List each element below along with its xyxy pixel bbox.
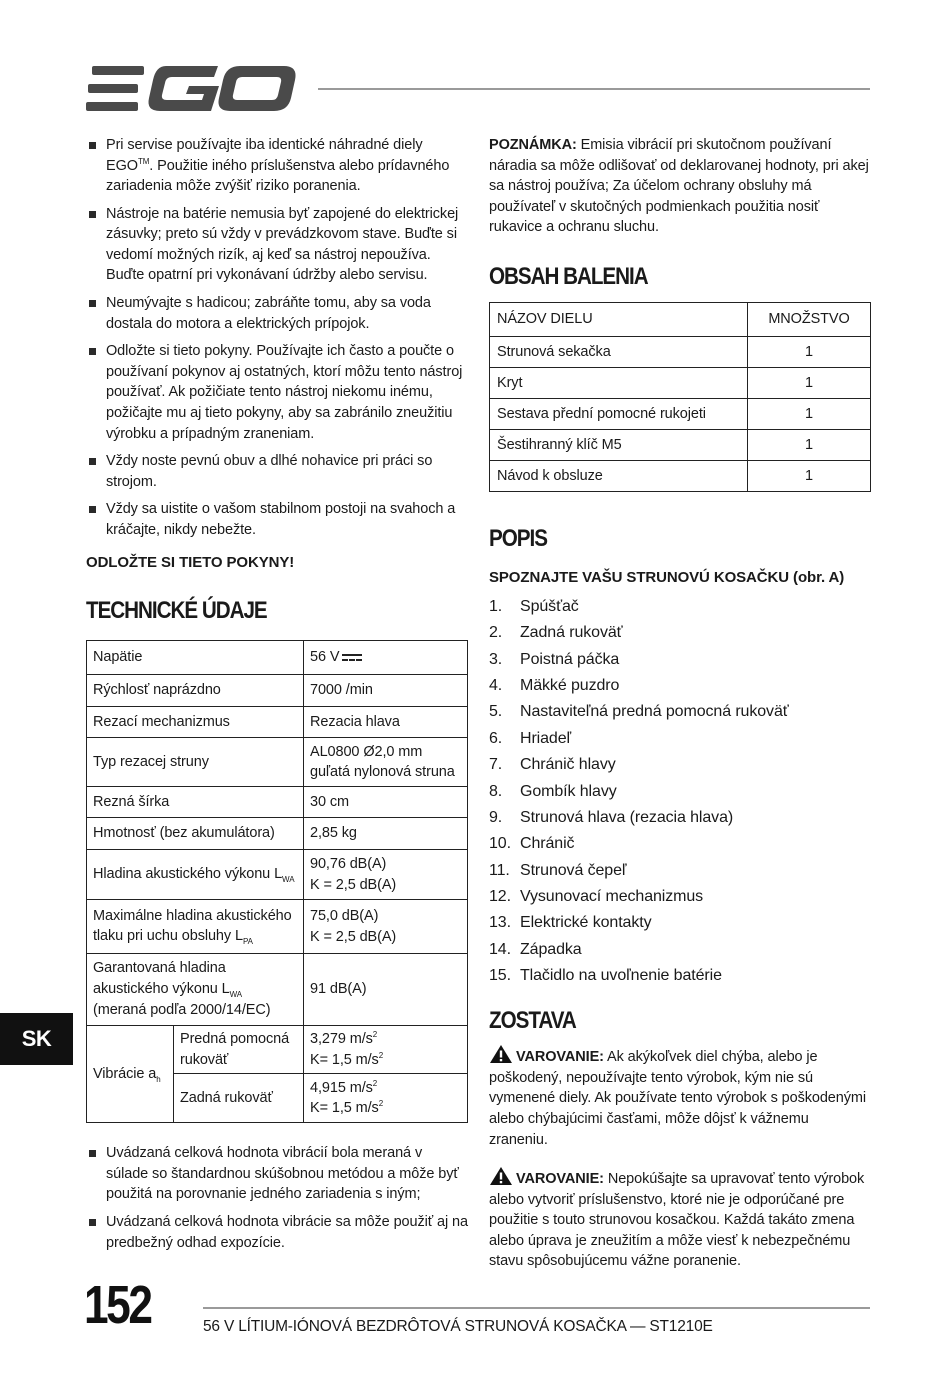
table-cell: Sestava přední pomocné rukojeti	[490, 399, 748, 430]
list-item: Odložte si tieto pokyny. Používajte ich často a poučte o používaní pokynov aj ostatných, ktorí môžu tento nástroj používať. Ak požičiate tento nástroj niekomu inému, požičajte mu aj tieto pokyny, aby sa zabránilo zneužitiu výrobku a prípadným zraneniam.	[86, 341, 468, 444]
assembly-title: ZOSTAVA	[489, 1006, 576, 1034]
right-column	[489, 135, 871, 1288]
footer-title: 56 V LÍTIUM-IÓNOVÁ BEZDRÔTOVÁ STRUNOVÁ KOSAČKA — ST1210E	[203, 1318, 713, 1335]
table-cell: Rezací mechanizmus	[87, 707, 304, 738]
list-item: Uvádzaná celková hodnota vibrácií bola meraná v súlade so štandardnou skúšobnou metódou a môže byť použitá na porovnanie jedného zariadenia s iným;	[86, 1143, 468, 1205]
table-cell: Predná pomocná rukoväť	[174, 1026, 304, 1074]
technical-data-title: TECHNICKÉ ÚDAJE	[86, 596, 267, 624]
table-cell: 1	[748, 430, 871, 461]
table-cell: Hladina akustického výkonu $L_{WA}$	[87, 850, 304, 900]
table-cell: 3,279 $m/s^2$ K= 1,5 $m/s^2$	[304, 1026, 468, 1074]
table-header-row	[490, 303, 871, 337]
know-your-trimmer-heading: SPOZNAJTE VAŠU STRUNOVÚ KOSAČKU (obr. A)	[489, 568, 845, 586]
table-cell: 2,85 kg	[304, 818, 468, 850]
list-item: Neumývajte s hadicou; zabráňte tomu, aby sa voda dostala do motora a elektrických prípojok.	[86, 293, 468, 334]
spec-table	[86, 640, 468, 1123]
list-item: 15. Tlačidlo na uvoľnenie batérie	[489, 967, 722, 985]
table-cell: Napätie	[87, 641, 304, 675]
table-cell: Garantovaná hladina akustického výkonu $L_{WA}$ (meraná podľa 2000/14/EC)	[87, 954, 304, 1026]
warning-triangle-icon	[489, 1044, 513, 1064]
table-cell: Rezná šírka	[87, 787, 304, 818]
table-cell: Kryt	[490, 368, 748, 399]
list-item: Vždy sa uistite o vašom stabilnom postoji na svahoch a kráčajte, nikdy nebežte.	[86, 499, 468, 540]
table-cell: AL0800 Ø2,0 mm guľatá nylonová struna	[304, 738, 468, 787]
list-item: 3. Poistná páčka	[489, 650, 620, 668]
table-row	[87, 954, 468, 1026]
safety-bullets	[86, 135, 468, 540]
list-item: 11. Strunová čepeľ	[489, 861, 627, 879]
table-header: NÁZOV DIELU	[490, 303, 748, 337]
table-cell: Zadná rukoväť	[174, 1074, 304, 1123]
vibration-bullets	[86, 1143, 468, 1253]
list-item: Uvádzaná celková hodnota vibrácie sa môže použiť aj na predbežný odhad expozície.	[86, 1212, 468, 1253]
package-table	[489, 302, 871, 492]
table-cell: 30 cm	[304, 787, 468, 818]
table-row	[87, 850, 468, 900]
list-item: Pri servise používajte iba identické náhradné diely EGO™. Použitie iného príslušenstva alebo prídavného zariadenia môže zvýšiť riziko poranenia.	[86, 135, 468, 197]
table-cell: Návod k obsluze	[490, 461, 748, 492]
table-cell: 91 dB(A)	[304, 954, 468, 1026]
warning-modifications: VAROVANIE: Nepokúšajte sa upravovať tento výrobok alebo vytvoriť príslušenstvo, ktoré nie je odporúčané pre použitie s touto strunovou kosačkou. Každá takáto zmena alebo úprava je zneužitím a môže viesť k nebezpečnému stavu spôsobujúcemu vážne poranenie.	[489, 1166, 871, 1272]
list-item: 4. Mäkké puzdro	[489, 676, 620, 694]
table-cell: 90,76 dB(A) K = 2,5 dB(A)	[304, 850, 468, 900]
table-row	[87, 900, 468, 954]
table-row	[490, 399, 871, 430]
table-cell: 75,0 dB(A) K = 2,5 dB(A)	[304, 900, 468, 954]
page-number: 152	[84, 1275, 151, 1335]
table-row	[87, 1026, 468, 1074]
description-title: POPIS	[489, 525, 547, 553]
warning-missing-parts: VAROVANIE: Ak akýkoľvek diel chýba, alebo je poškodený, nepoužívajte tento výrobok, kým nie sú vymenené diely. Ak používate tento výrobok s poškodenými alebo chýbajúcimi časťami, môže dôjsť k vážnemu zraneniu.	[489, 1044, 871, 1150]
table-row	[87, 707, 468, 738]
table-cell: Rezacia hlava	[304, 707, 468, 738]
parts-list	[489, 594, 871, 990]
table-row	[490, 461, 871, 492]
table-row	[490, 430, 871, 461]
list-item: 2. Zadná rukoväť	[489, 624, 623, 642]
ego-logo	[86, 64, 298, 114]
vibration-note: POZNÁMKA: Emisia vibrácií pri skutočnom používaní náradia sa môže odlišovať od deklarovanej hodnoty, pri akej sa nástroj používa; Za účelom ochrany obsluhy má používateľ v skutočných podmienkach použitia nosiť rukavice a ochranu sluchu.	[489, 137, 869, 236]
table-row	[87, 675, 468, 707]
table-row	[490, 368, 871, 399]
table-row	[87, 818, 468, 850]
list-item: 13. Elektrické kontakty	[489, 914, 652, 932]
list-item: 5. Nastaviteľná predná pomocná rukoväť	[489, 703, 789, 721]
list-item: 12. Vysunovací mechanizmus	[489, 888, 704, 906]
table-row	[87, 738, 468, 787]
keep-instructions-heading: ODLOŽTE SI TIETO POKYNY!	[86, 554, 295, 572]
table-cell: Šestihranný klíč M5	[490, 430, 748, 461]
header-rule	[318, 88, 870, 90]
dc-symbol-icon	[342, 652, 362, 662]
list-item: 1. Spúšťač	[489, 597, 579, 615]
left-column	[86, 135, 468, 1260]
table-cell: Maximálne hladina akustického tlaku pri uchu obsluhy $L_{PA}$	[87, 900, 304, 954]
package-contents-title: OBSAH BALENIA	[489, 262, 648, 290]
list-item: Nástroje na batérie nemusia byť zapojené do elektrickej zásuvky; preto sú vždy v prevádzkovom stave. Buďte si vedomí možných rizík, aj keď sa nástroj nepoužíva. Buďte opatrní pri vykonávaní údržby alebo servisu.	[86, 204, 468, 286]
table-row	[490, 337, 871, 368]
table-cell: Rýchlosť naprázdno	[87, 675, 304, 707]
table-cell: 56 V	[304, 641, 468, 675]
language-tab: SK	[0, 1013, 73, 1065]
table-row	[87, 641, 468, 675]
table-cell: 7000 /min	[304, 675, 468, 707]
table-cell: Strunová sekačka	[490, 337, 748, 368]
warning-triangle-icon	[489, 1166, 513, 1186]
table-cell: 1	[748, 337, 871, 368]
table-cell: Hmotnosť (bez akumulátora)	[87, 818, 304, 850]
table-cell: 1	[748, 461, 871, 492]
table-header: MNOŽSTVO	[748, 303, 871, 337]
list-item: 14. Západka	[489, 940, 582, 958]
table-cell: Vibrácie $a_h$	[87, 1026, 174, 1123]
list-item: Vždy noste pevnú obuv a dlhé nohavice pri práci so strojom.	[86, 451, 468, 492]
table-row	[87, 787, 468, 818]
table-cell: 1	[748, 368, 871, 399]
list-item: 8. Gombík hlavy	[489, 782, 617, 800]
table-cell: Typ rezacej struny	[87, 738, 304, 787]
list-item: 10. Chránič	[489, 835, 575, 853]
list-item: 6. Hriadeľ	[489, 729, 572, 747]
list-item: 9. Strunová hlava (rezacia hlava)	[489, 808, 734, 826]
table-cell: 4,915 $m/s^2$ K= 1,5 $m/s^2$	[304, 1074, 468, 1123]
table-cell: 1	[748, 399, 871, 430]
footer-rule	[203, 1307, 870, 1309]
list-item: 7. Chránič hlavy	[489, 756, 616, 774]
